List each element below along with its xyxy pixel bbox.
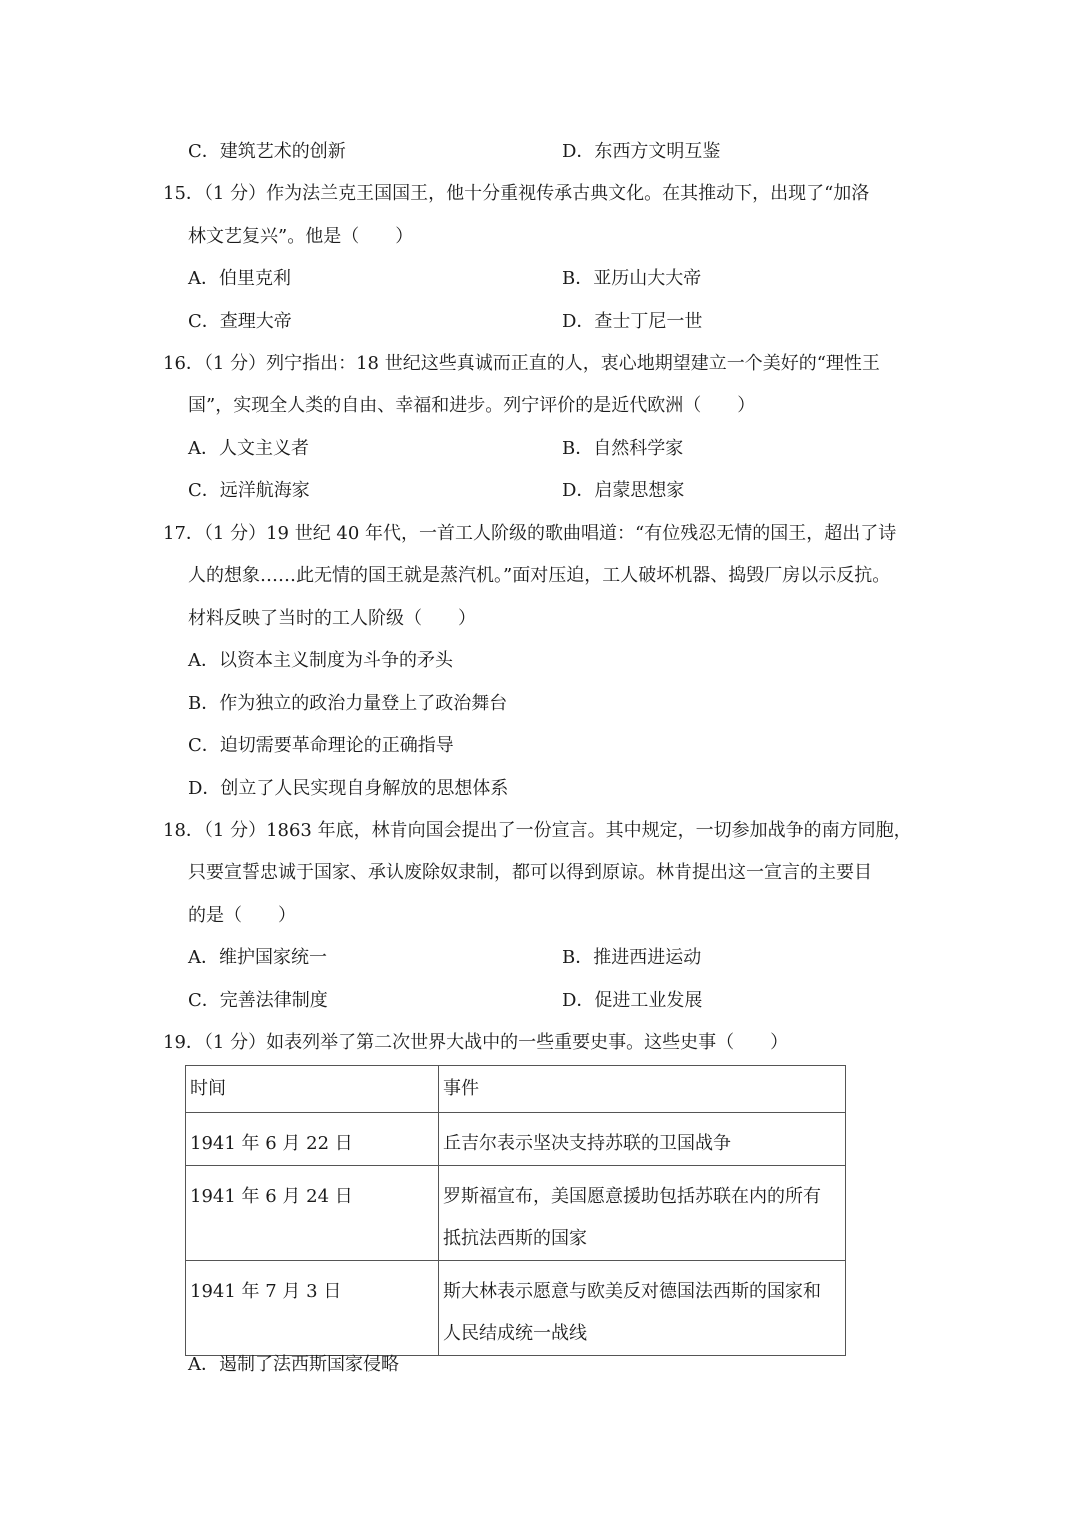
q17-option-b: B．作为独立的政治力量登上了政治舞台 (188, 693, 508, 714)
q15-stem-line2: 林文艺复兴”。他是（ ） (188, 226, 414, 247)
event-text-line: 抵抗法西斯的国家 (443, 1228, 587, 1249)
q18-option-a: A．维护国家统一 (188, 947, 327, 968)
q18-option-d: D．促进工业发展 (562, 990, 703, 1011)
table-header-row (186, 1066, 846, 1113)
q14-option-d: D．东西方文明互鉴 (562, 141, 721, 162)
event-text-line: 丘吉尔表示坚决支持苏联的卫国战争 (443, 1133, 731, 1154)
q18-option-b: B．推进西进运动 (562, 947, 702, 968)
table-cell-event (439, 1261, 846, 1356)
q16-option-c: C．远洋航海家 (188, 480, 310, 501)
event-text-line: 人民结成统一战线 (443, 1323, 587, 1344)
q18-stem-line2: 只要宣誓忠诚于国家、承认废除奴隶制，都可以得到原谅。林肯提出这一宣言的主要目 (188, 862, 872, 883)
table-row (186, 1261, 846, 1356)
q14-option-c: C．建筑艺术的创新 (188, 141, 346, 162)
table-header-time: 时间 (186, 1066, 439, 1113)
q17-stem-line1: 17．（1 分）19 世纪 40 年代，一首工人阶级的歌曲唱道：“有位残忍无情的国王，超出了诗 (163, 523, 897, 544)
event-text-line: 罗斯福宣布，美国愿意援助包括苏联在内的所有 (443, 1186, 821, 1207)
q18-option-c: C．完善法律制度 (188, 990, 328, 1011)
q19-stem-line1: 19．（1 分）如表列举了第二次世界大战中的一些重要史事。这些史事（ ） (163, 1032, 789, 1053)
q16-stem-line1: 16．（1 分）列宁指出：18 世纪这些真诚而正直的人，衷心地期望建立一个美好的“理性王 (163, 353, 880, 374)
q15-option-c: C．查理大帝 (188, 311, 292, 332)
table-row (186, 1113, 846, 1166)
q17-stem-line3: 材料反映了当时的工人阶级（ ） (188, 608, 476, 629)
q17-stem-line2: 人的想象……此无情的国王就是蒸汽机。”面对压迫，工人破坏机器、捣毁厂房以示反抗。 (188, 565, 891, 586)
table-cell-time: 1941 年 7 月 3 日 (186, 1261, 439, 1356)
table-cell-time: 1941 年 6 月 24 日 (186, 1166, 439, 1261)
q15-option-b: B．亚历山大大帝 (562, 268, 702, 289)
event-text-line: 斯大林表示愿意与欧美反对德国法西斯的国家和 (443, 1281, 821, 1302)
q18-stem-line1: 18．（1 分）1863 年底，林肯向国会提出了一份宣言。其中规定，一切参加战争的南方同胞， (163, 820, 912, 841)
q16-stem-line2: 国”，实现全人类的自由、幸福和进步。列宁评价的是近代欧洲（ ） (188, 395, 756, 416)
q18-stem-line3: 的是（ ） (188, 905, 296, 926)
table-cell-event (439, 1166, 846, 1261)
table-cell-time: 1941 年 6 月 22 日 (186, 1113, 439, 1166)
q15-option-a: A．伯里克利 (188, 268, 291, 289)
q17-option-d: D．创立了人民实现自身解放的思想体系 (188, 778, 509, 799)
q15-stem-line1: 15．（1 分）作为法兰克王国国王，他十分重视传承古典文化。在其推动下，出现了“加洛 (163, 183, 870, 204)
q17-option-a: A．以资本主义制度为斗争的矛头 (188, 650, 453, 671)
q16-option-d: D．启蒙思想家 (562, 480, 685, 501)
q16-option-b: B．自然科学家 (562, 438, 684, 459)
ww2-events-table (185, 1065, 846, 1356)
table-row (186, 1166, 846, 1261)
q16-option-a: A．人文主义者 (188, 438, 309, 459)
q19-option-a: A．遏制了法西斯国家侵略 (188, 1354, 399, 1375)
table-cell-event (439, 1113, 846, 1166)
q15-option-d: D．查士丁尼一世 (562, 311, 703, 332)
table-header-event: 事件 (439, 1066, 846, 1113)
q17-option-c: C．迫切需要革命理论的正确指导 (188, 735, 454, 756)
